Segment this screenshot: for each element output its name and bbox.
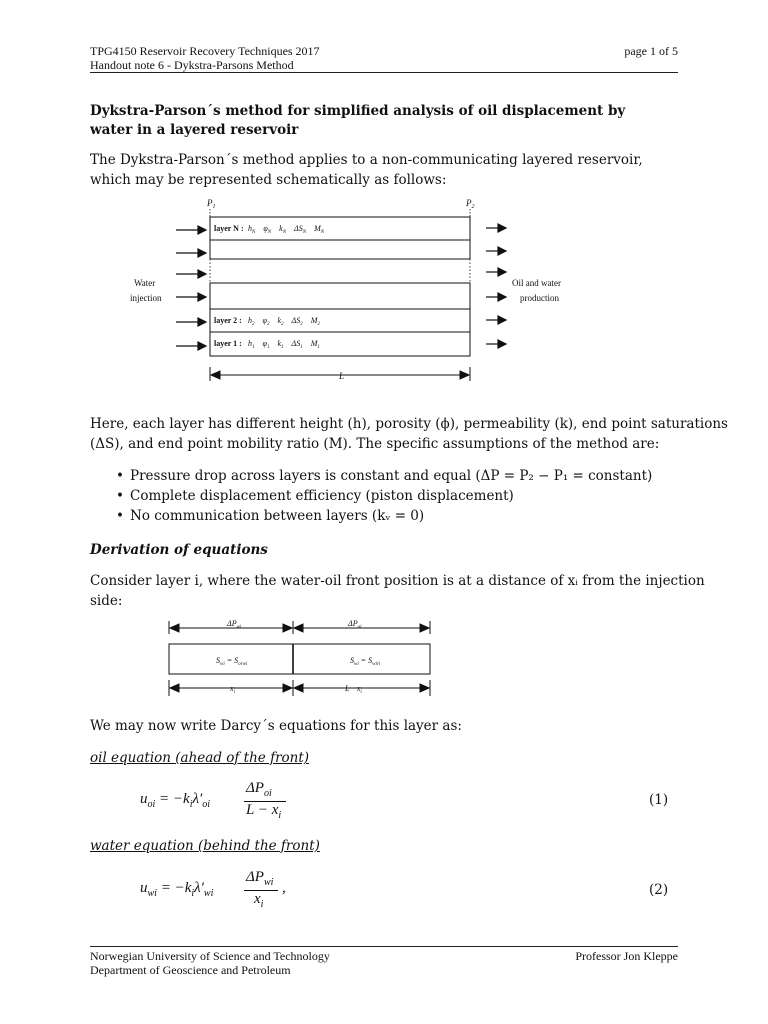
svg-text:hNφNkNΔSNMN: $h_N$ $\varphi_N$ $k_N$ $\Delta S_N$ $M_N$ [248,224,325,235]
section-heading: Derivation of equations [90,542,268,558]
layer-2-label: layer 2 : [214,316,242,325]
list-item: • Pressure drop across layers is constant and equal (ΔP = P₂ − P₁ = constant) [116,466,676,486]
water-injection-label-1: Water [134,278,156,288]
svg-text:h2φ2k2ΔS2M2: $h_2$ $\varphi_2$ $k_2$ $\Delta S_2$ $M_2$ [248,316,320,327]
production-label-1: Oil and water [512,278,561,288]
handout-title: Handout note 6 - Dykstra-Parsons Method [90,58,294,72]
layer-1-label: layer 1 : [214,339,242,348]
p2-label: $P_2$ [466,198,475,210]
page-number: page 1 of 5 [624,44,678,58]
consider-layer-line-1: Consider layer i, where the water-oil front position is at a distance of xᵢ from the injection [90,573,705,589]
footer-university: Norwegian University of Science and Technology [90,949,330,963]
assumptions-line-2: (ΔS), and end point mobility ratio (M). The specific assumptions of the method are: [90,436,660,452]
assumptions-list [116,466,676,526]
oil-saturation-label: $S_{wi} = S_{wiri}$ [350,656,381,667]
footer-rule [90,946,678,947]
assumptions-line-1: Here, each layer has different height (h), porosity (ϕ), permeability (k), end point saturations [90,416,728,432]
layer-i-box [169,644,430,674]
layered-reservoir-diagram [90,195,680,390]
water-saturation-label: $S_{wi} = S_{orwi}$ [216,656,248,667]
oil-equation-title: oil equation (ahead of the front) [90,750,310,766]
layer-n-label: layer N : [214,224,244,233]
layer-3-box [210,283,470,309]
dp-water-label: $\Delta P_{wi}$ [227,619,242,630]
x-i-label: $x_i$ [230,684,235,695]
footer-department: Department of Geoscience and Petroleum [90,963,291,977]
list-item: • No communication between layers (kᵥ = 0) [116,506,676,526]
dp-oil-label: $\Delta P_{oi}$ [348,619,362,630]
water-equation-title: water equation (behind the front) [90,838,320,854]
equation-number-2: (2) [649,882,669,898]
darcy-intro: We may now write Darcy´s equations for this layer as: [90,718,462,734]
l-minus-x-label: $L- x_i$ [345,684,362,695]
list-item: • Complete displacement efficiency (piston displacement) [116,486,676,506]
svg-text:h1φ1k1ΔS1M1: $h_1$ $\varphi_1$ $k_1$ $\Delta S_1$ $M_1$ [248,339,320,350]
water-injection-label-2: injection [130,293,162,303]
document-title: Dykstra-Parson´s method for simplified analysis of oil displacement by water in a layered reservoir [90,103,626,138]
p1-label: $P_1$ [207,198,216,210]
production-label-2: production [520,293,559,303]
course-title: TPG4150 Reservoir Recovery Techniques 2017 [90,44,320,58]
layer-n-1-box [210,240,470,259]
equation-number-1: (1) [649,792,669,808]
consider-layer-line-2: side: [90,593,123,609]
footer-professor: Professor Jon Kleppe [575,949,678,963]
length-label: L [339,371,345,381]
layer-front-diagram [160,616,450,706]
intro-paragraph: The Dykstra-Parson´s method applies to a non-communicating layered reservoir, which may be represented schematically as follows: [90,152,643,188]
header-rule [90,72,678,73]
